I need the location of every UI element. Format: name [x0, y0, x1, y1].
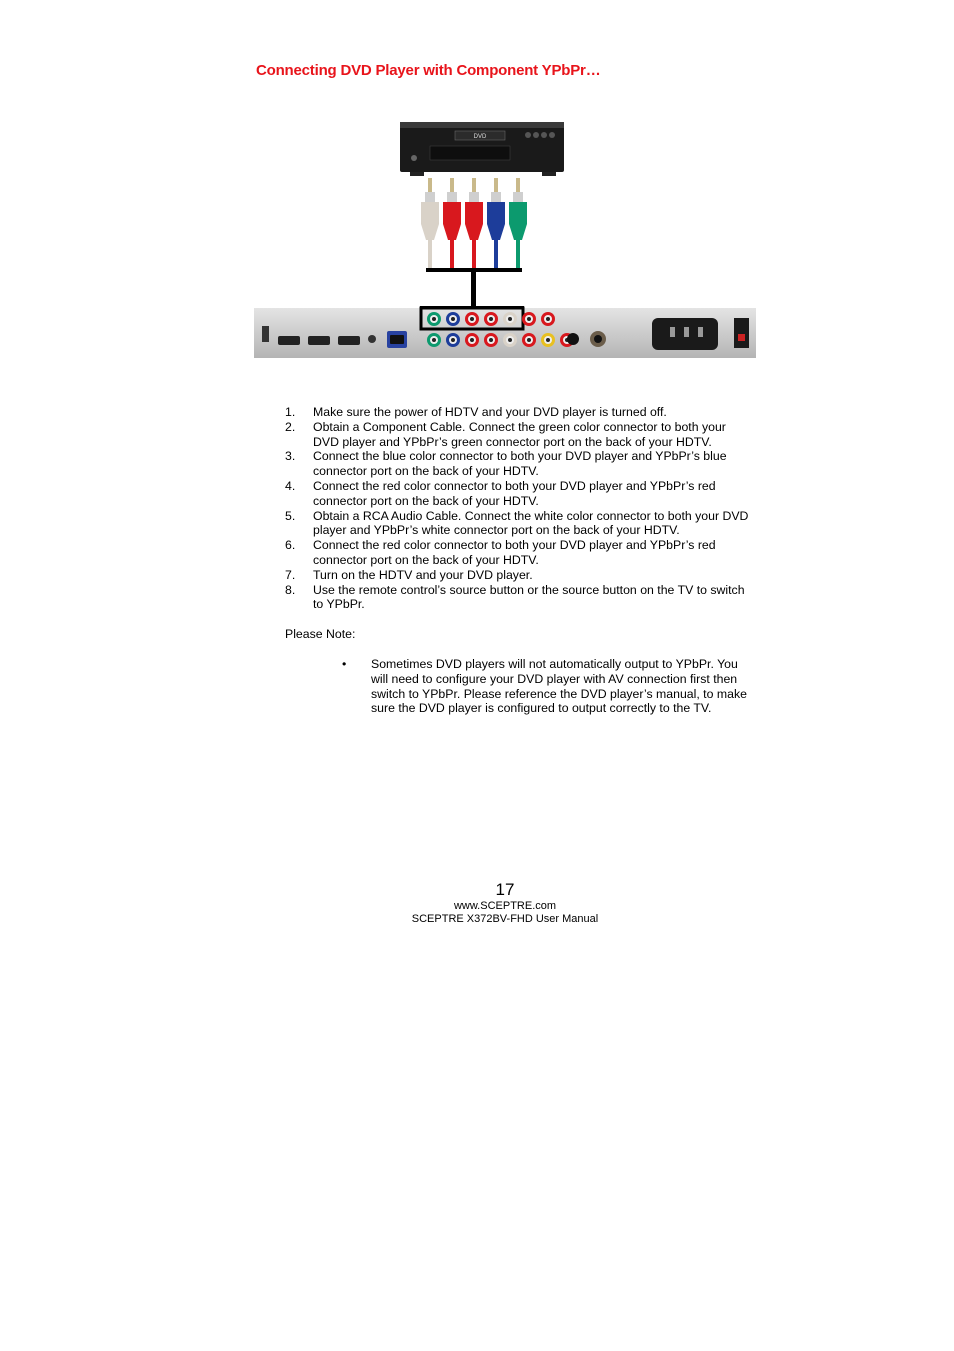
- cable-connector: [443, 178, 461, 270]
- step-text: Turn on the HDTV and your DVD player.: [313, 567, 533, 582]
- instruction-steps: [285, 405, 755, 612]
- step-text: Obtain a Component Cable. Connect the green color connector to both your DVD player and YPbPr’s green connector port on the back of your HDTV.: [313, 419, 726, 449]
- step-item: [285, 583, 755, 613]
- step-text: Use the remote control’s source button or the source button on the TV to switch to YPbPr.: [313, 582, 745, 612]
- step-number: 8.: [285, 582, 296, 597]
- cable-connector: [465, 178, 483, 270]
- section-heading: Connecting DVD Player with Component YPbPr…: [256, 62, 601, 79]
- step-number: 6.: [285, 538, 296, 553]
- step-text: Connect the red color connector to both your DVD player and YPbPr’s red connector port on the back of your HDTV.: [313, 538, 716, 567]
- step-item: [285, 405, 755, 420]
- step-text: Connect the red color connector to both your DVD player and YPbPr’s red connector port on the back of your HDTV.: [313, 478, 716, 508]
- cable-connector: [509, 178, 527, 270]
- step-number: 5.: [285, 508, 296, 523]
- note-list: [342, 657, 756, 716]
- step-number: 1.: [285, 405, 296, 419]
- step-text: Connect the blue color connector to both your DVD player and YPbPr’s blue connector port on the back of your HDTV.: [313, 449, 727, 479]
- dvd-player: [400, 122, 564, 176]
- step-number: 2.: [285, 419, 296, 434]
- bullet-icon: •: [342, 657, 347, 671]
- note-item: [342, 657, 756, 716]
- step-number: 3.: [285, 449, 296, 464]
- step-item: [285, 538, 755, 568]
- component-cables: [421, 178, 527, 270]
- cable-connector: [421, 178, 439, 270]
- step-text: Make sure the power of HDTV and your DVD player is turned off.: [313, 405, 667, 419]
- cable-bracket: [420, 268, 524, 310]
- tv-back-panel: [254, 308, 756, 358]
- step-item: [285, 568, 755, 583]
- step-text: Obtain a RCA Audio Cable. Connect the white color connector to both your DVD player and YPbPr’s white connector port on the back of your HDTV.: [313, 508, 749, 538]
- step-item: [285, 420, 755, 450]
- step-item: [285, 449, 755, 479]
- step-number: 7.: [285, 567, 296, 582]
- cable-connector: [487, 178, 505, 270]
- manual-title: SCEPTRE X372BV-FHD User Manual: [411, 913, 599, 925]
- dvd-logo-text: DVD: [473, 134, 487, 140]
- step-number: 4.: [285, 478, 296, 493]
- page-number: 17: [495, 880, 515, 899]
- note-text: Sometimes DVD players will not automatically output to YPbPr. You will need to configure your DVD player with AV connection first then switch to YPbPr. Please reference the DVD player’s manual, to make sure the DVD player is configured to output correctly to the TV.: [371, 657, 747, 716]
- connection-diagram: [254, 118, 756, 360]
- page-footer: [0, 880, 954, 926]
- website-link[interactable]: www.SCEPTRE.com: [453, 900, 557, 912]
- step-item: [285, 509, 755, 539]
- step-item: [285, 479, 755, 509]
- note-label: Please Note:: [285, 627, 356, 641]
